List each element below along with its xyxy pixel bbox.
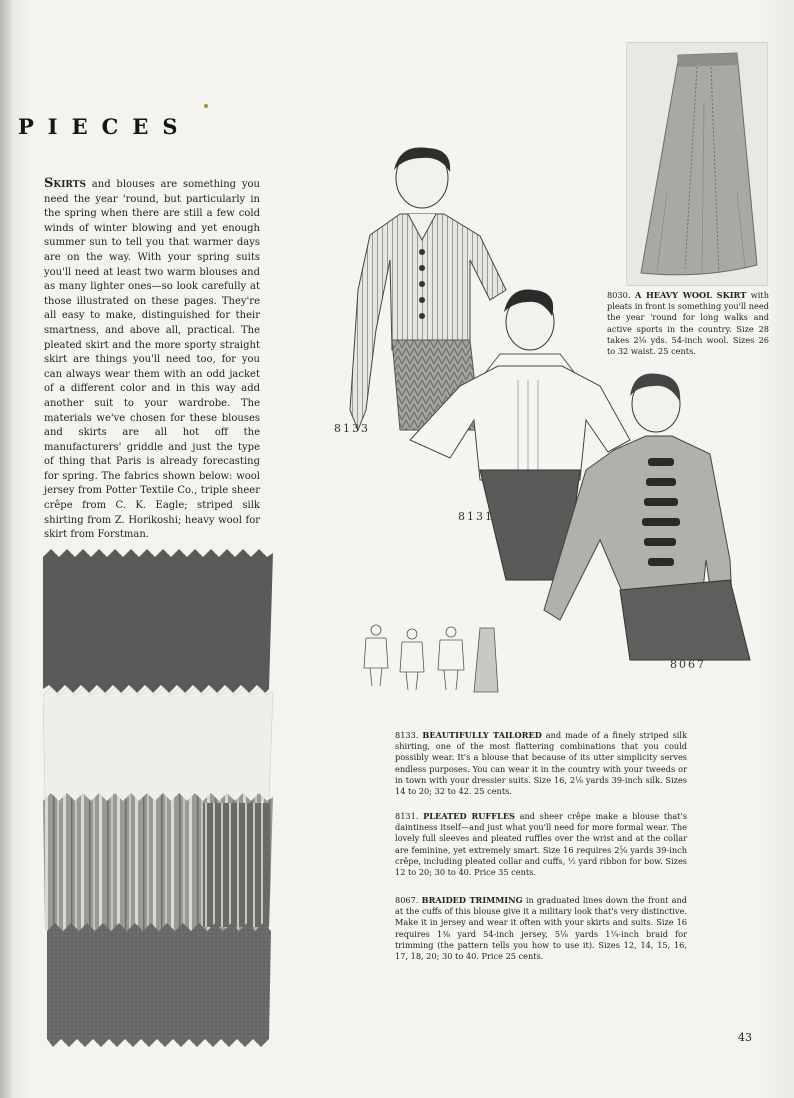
description-title: PLEATED RUFFLES xyxy=(423,811,515,821)
label-8133: 8133 xyxy=(334,422,370,435)
skirt-body: with pleats in front is something you'll need the year 'round for long walks and active sports in the country. Size 28 takes 2⅛ yds. 54-inch wool. Sizes 26 to 32 waist. 25 cents. xyxy=(607,290,769,357)
pattern-sketches xyxy=(356,620,506,700)
intro-lead-word: KIRTS xyxy=(53,180,86,190)
description-body: and made of a finely striped silk shirting, one of the most flattering combinations that you could possibly wear. It's a blouse that because of its utter simplicity serves endless purposes. You can wear it in the country with your tweeds or in town with your dressier suits. Size 16, 2⅛ yards 39-inch silk. Sizes 14 to 20; 32 to 42. 25 cents. xyxy=(395,730,687,797)
description-number: 8067. xyxy=(395,895,419,905)
description-body: in graduated lines down the front and at the cuffs of this blouse give it a military look that's very distinctive. Make it in jersey and wear it often with your skirts and suits. Size 16 requires 1⅜ yard 54-inch jersey, 5⅛ yards 1¼-inch braid for trimming (the pattern tells you how to use it). Sizes 12, 14, 15, 16, 17, 18, 20; 30 to 40. Price 25 cents. xyxy=(395,895,687,962)
mini-figures xyxy=(356,620,506,700)
label-8131: 8131 xyxy=(458,510,494,523)
fabric-swatches xyxy=(43,549,273,1047)
swatch-heavy-wool xyxy=(47,923,271,1047)
intro-paragraph xyxy=(44,177,260,543)
swatch-stack xyxy=(43,549,273,1047)
description-body: and sheer crêpe make a blouse that's daintiness itself—and just what you'll need for more formal wear. The lovely full sleeves and pleated ruffles over the wrist and at the collar are feminine, yet extremely smart. Size 16 requires 2⅝ yards 39-inch crêpe, including pleated collar and cuffs, ½ yard ribbon for bow. Sizes 12 to 20; 30 to 40. Price 35 cents. xyxy=(395,811,688,878)
skirt-title: A HEAVY WOOL SKIRT xyxy=(634,290,747,300)
page-number: 43 xyxy=(738,1031,752,1044)
speck xyxy=(204,104,208,108)
description-title: BRAIDED TRIMMING xyxy=(421,895,523,905)
description-8067 xyxy=(395,895,687,962)
label-8067: 8067 xyxy=(670,658,706,671)
description-number: 8131. xyxy=(395,811,419,821)
drop-initial: S xyxy=(44,176,54,191)
description-title: BEAUTIFULLY TAILORED xyxy=(422,730,542,740)
swatch-wool-jersey xyxy=(43,549,273,693)
description-number: 8133. xyxy=(395,730,419,740)
skirt-number: 8030. xyxy=(607,290,631,300)
gutter-shadow xyxy=(0,0,14,1098)
description-8131 xyxy=(395,811,687,878)
swatch-sheer-crepe xyxy=(43,687,273,807)
fashion-illustration xyxy=(330,140,760,700)
page-heading: PIECES xyxy=(18,114,192,139)
description-8133 xyxy=(395,730,687,797)
blouses-drawing xyxy=(330,140,760,700)
intro-body: and blouses are something you need the year 'round, but particularly in the spring when there are still a few cold winds of winter blowing and yet enough summer sun to tell you that warmer days are on the way. With your spring suits you'll need at least two warm blouses and as many lighter ones—so look carefully at those illustrated on these pages. They're all easy to make, distinguished for their smartness, and above all, practical. The pleated skirt and the more sporty straight skirt are things you'll need too, for you can always wear them with an odd jacket of a different color and in this way add another suit to your wardrobe. The materials we've chosen for these blouses and skirts are all hot off the manufacturers' griddle and just the type of thing that Paris is already forecasting for spring. The fabrics shown below: wool jersey from Potter Textile Co., triple sheer crêpe from C. K. Eagle; striped silk shirting from Z. Horikoshi; heavy wool for skirt from Forstman. xyxy=(44,179,260,541)
swatch-stripe-fold xyxy=(203,803,269,927)
